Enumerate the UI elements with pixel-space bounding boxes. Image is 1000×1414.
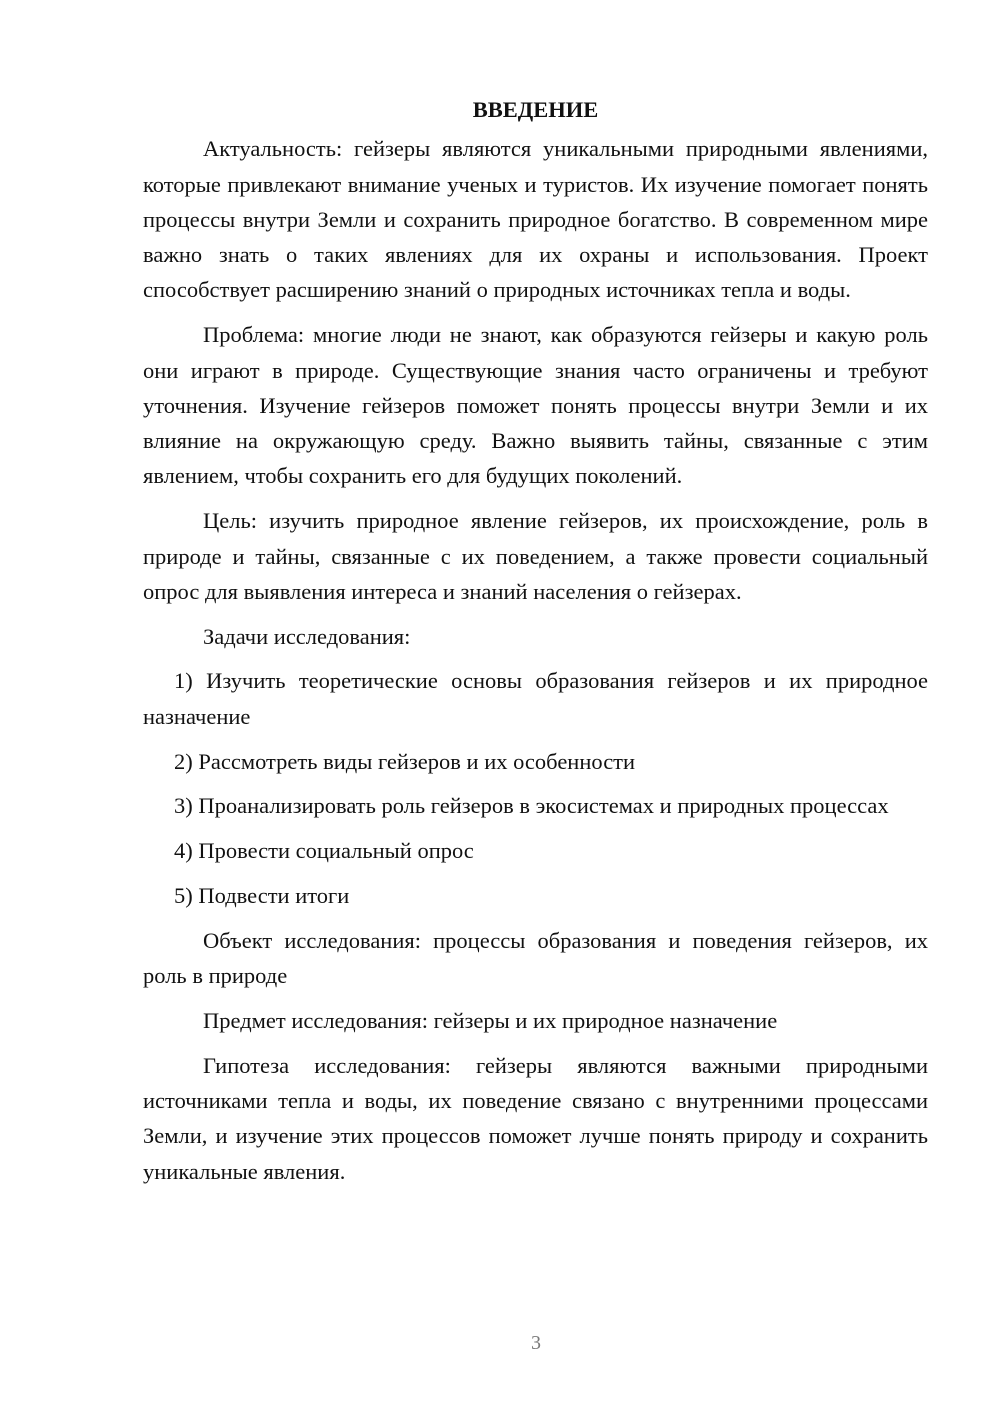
task-item: 2) Рассмотреть виды гейзеров и их особенности [174, 748, 636, 774]
paragraph-goal: Цель: изучить природное явление гейзеров, их происхождение, роль в природе и тайны, связанные с их поведением, а также провести социальный опрос для выявления интереса и знаний населения о гейзерах. [143, 508, 928, 604]
paragraph-relevance: Актуальность: гейзеры являются уникальными природными явлениями, которые привлекают внимание ученых и туристов. Их изучение помогает понять процессы внутри Земли и сохранить природное богатство. В современном мире важно знать о таких явлениях для их охраны и использования. Проект способствует расширению знаний о природных источниках тепла и воды. [143, 136, 928, 303]
page-number: 3 [531, 1332, 541, 1354]
task-item: 5) Подвести итоги [174, 882, 350, 908]
tasks-title: Задачи исследования: [203, 623, 411, 649]
task-item: 3) Проанализировать роль гейзеров в экосистемах и природных процессах [174, 793, 889, 819]
task-item: 4) Провести социальный опрос [174, 838, 474, 864]
section-heading: ВВЕДЕНИЕ [472, 97, 599, 122]
page-body [143, 92, 928, 1198]
paragraph-subject: Предмет исследования: гейзеры и их природное назначение [203, 1007, 778, 1033]
paragraph-hypothesis: Гипотеза исследования: гейзеры являются важными природными источниками тепла и воды, их поведение связано с внутренними процессами Земли, и изучение этих процессов поможет лучше понять природу и сохранить уникальные явления. [143, 1052, 928, 1184]
task-item: 1) Изучить теоретические основы образования гейзеров и их природное назначение [143, 668, 928, 729]
paragraph-problem: Проблема: многие люди не знают, как образуются гейзеры и какую роль они играют в природе. Существующие знания часто ограничены и требуют уточнения. Изучение гейзеров поможет понять процессы внутри Земли и их влияние на окружающую среду. Важно выявить тайны, связанные с этим явлением, чтобы сохранить его для будущих поколений. [143, 322, 928, 489]
paragraph-object: Объект исследования: процессы образования и поведения гейзеров, их роль в природе [143, 927, 928, 989]
